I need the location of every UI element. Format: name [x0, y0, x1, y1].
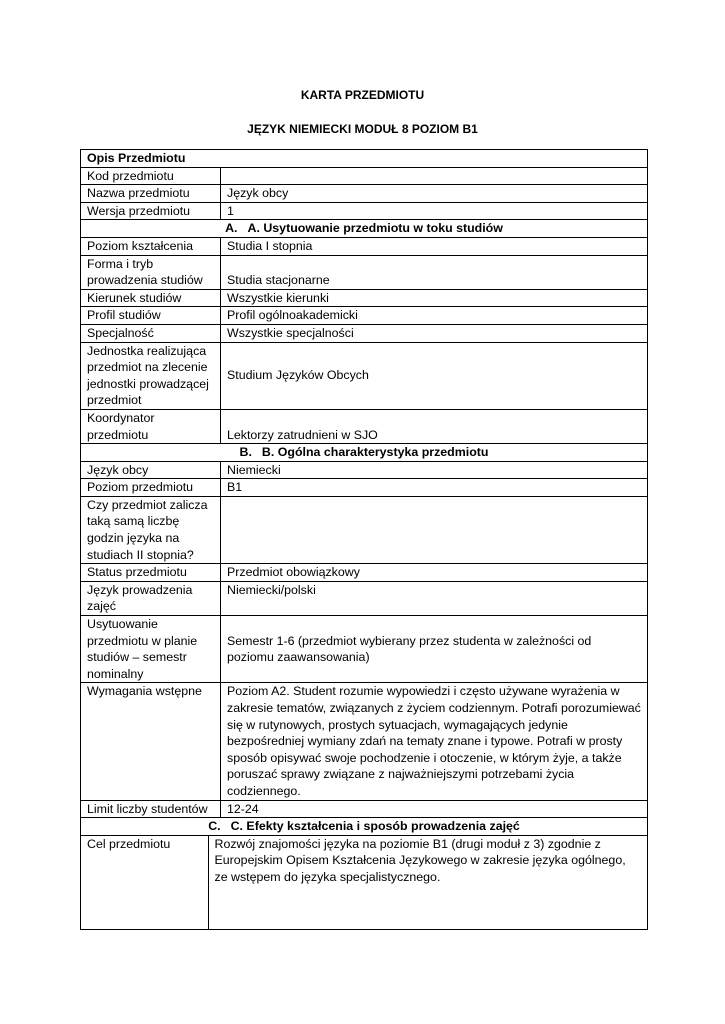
table-row [81, 409, 648, 443]
row-value: Poziom A2. Student rozumie wypowiedzi i często używane wyrażenia w zakresie tematów, związanych z życiem codziennym. Potrafi porozumiewać się w rutynowych, prostych sytuacjach, wymagających jedynie bezpośredniej wymiany zdań na tematy znane i typowe. Potrafi w prosty sposób opisywać swoje pochodzenie i otoczenie, w którym żyje, a także poruszać sprawy związane z najważniejszymi potrzebami życia codziennego. [221, 683, 648, 800]
table-row [81, 479, 648, 497]
row-label: Cel przedmiotu [81, 836, 208, 929]
course-card-table [80, 149, 648, 930]
section-heading-b [81, 444, 648, 462]
table-row [81, 289, 648, 307]
row-label: Kod przedmiotu [81, 167, 221, 185]
row-value: Wszystkie kierunki [221, 289, 648, 307]
row-label: Wymagania wstępne [81, 683, 221, 800]
table-row [81, 324, 648, 342]
row-label: Profil studiów [81, 307, 221, 325]
table-row [81, 800, 648, 818]
table-row [81, 683, 648, 800]
section-title: C. Efekty kształcenia i sposób prowadzenia zajęć [230, 819, 520, 834]
row-value [221, 496, 648, 563]
row-value: Wszystkie specjalności [221, 324, 648, 342]
row-label: Limit liczby studentów [81, 800, 221, 818]
section-title: B. Ogólna charakterystyka przedmiotu [261, 445, 489, 460]
row-label: Jednostka realizująca przedmiot na zlecenie jednostki prowadzącej przedmiot [81, 342, 221, 409]
row-value: Semestr 1-6 (przedmiot wybierany przez studenta w zależności od poziomu zaawansowania) [221, 616, 648, 683]
row-label: Koordynator przedmiotu [81, 409, 221, 443]
row-value: Rozwój znajomości języka na poziomie B1 (drugi moduł z 3) zgodnie z Europejskim Opisem Kształcenia Językowego w zakresie języka ogólnego, ze wstępem do języka specjalistycznego. [214, 836, 626, 884]
table-row [81, 202, 648, 220]
row-value: 12-24 [221, 800, 648, 818]
table-row [81, 461, 648, 479]
row-label: Poziom przedmiotu [81, 479, 221, 497]
section-heading-opis: Opis Przedmiotu [81, 150, 648, 168]
row-label: Czy przedmiot zalicza taką samą liczbę godzin języka na studiach II stopnia? [81, 496, 221, 563]
goal-row [81, 835, 648, 929]
table-row [81, 444, 648, 462]
table-row [81, 307, 648, 325]
row-label: Specjalność [81, 324, 221, 342]
row-label: Nazwa przedmiotu [81, 185, 221, 203]
row-value: Niemiecki/polski [221, 581, 648, 615]
table-row [81, 220, 648, 238]
row-value: 1 [221, 202, 648, 220]
row-label: Status przedmiotu [81, 564, 221, 582]
row-value: Studia stacjonarne [221, 255, 648, 289]
row-value: B1 [221, 479, 648, 497]
table-row [81, 581, 648, 615]
section-heading-a [81, 220, 648, 238]
row-label: Usytuowanie przedmiotu w planie studiów – semestr nominalny [81, 616, 221, 683]
table-row [81, 255, 648, 289]
row-value: Studium Języków Obcych [221, 342, 648, 409]
row-value [221, 167, 648, 185]
table-row [81, 616, 648, 683]
table-row [81, 342, 648, 409]
row-value: Profil ogólnoakademicki [221, 307, 648, 325]
table-row [81, 167, 648, 185]
row-label: Język obcy [81, 461, 221, 479]
table-row [81, 496, 648, 563]
document-title: KARTA PRZEDMIOTU [300, 88, 425, 102]
row-label: Wersja przedmiotu [81, 202, 221, 220]
section-heading-c [81, 818, 648, 836]
section-title: A. Usytuowanie przedmiotu w toku studiów [247, 221, 503, 236]
row-value: Przedmiot obowiązkowy [221, 564, 648, 582]
row-label: Język prowadzenia zajęć [81, 581, 221, 615]
row-value: Studia I stopnia [221, 237, 648, 255]
row-label: Forma i tryb prowadzenia studiów [81, 255, 221, 289]
table-row [81, 835, 648, 929]
row-label: Kierunek studiów [81, 289, 221, 307]
table-row [81, 818, 648, 836]
row-value: Język obcy [221, 185, 648, 203]
row-value: Niemiecki [221, 461, 648, 479]
section-letter: A. [225, 221, 238, 236]
table-row [81, 150, 648, 168]
document-subtitle: JĘZYK NIEMIECKI MODUŁ 8 POZIOM B1 [247, 122, 478, 136]
table-row [81, 564, 648, 582]
table-row [81, 237, 648, 255]
section-letter: C. [208, 819, 221, 834]
row-label: Poziom kształcenia [81, 237, 221, 255]
row-value: Lektorzy zatrudnieni w SJO [221, 409, 648, 443]
section-letter: B. [239, 445, 252, 460]
table-row [81, 185, 648, 203]
